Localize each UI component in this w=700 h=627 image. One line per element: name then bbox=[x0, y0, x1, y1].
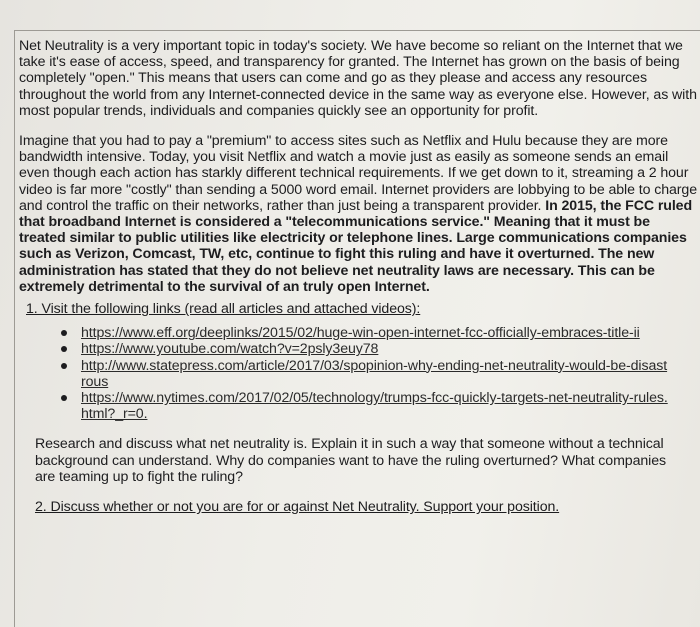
link-list bbox=[19, 325, 699, 422]
question-1: 1. Visit the following links (read all articles and attached videos): bbox=[26, 301, 421, 318]
link-item bbox=[61, 390, 671, 422]
link-item bbox=[61, 325, 671, 341]
link-item bbox=[61, 358, 671, 390]
statepress-link[interactable]: http://www.statepress.com/article/2017/03/spopinion-why-ending-net-neutrality-would-be-disastrous bbox=[81, 357, 668, 390]
intro-paragraph: Net Neutrality is a very important topic in today's society. We have become so reliant on the Internet that we take it's ease of access, speed, and transparency for granted. The Internet has grown on the basis of being completely "open." This means that users can come and go as they please and access any resources throughout the world from any Internet-connected device in the same way as everyone else. However, as with most popular trends, individuals and companies quickly see an opportunity for profit. bbox=[19, 38, 697, 119]
eff-link[interactable]: https://www.eff.org/deeplinks/2015/02/huge-win-open-internet-fcc-officially-embraces-title-ii bbox=[81, 325, 640, 342]
fcc-ruling-text: In 2015, the FCC ruled that broadband Internet is considered a "telecommunications service." Meaning that it must be treated similar to public utilities like electricity or telephone lines. Large communications companies such as Verizon, Comcast, TW, etc, continue to fight this ruling and have it overturned. The new administration has stated that they do not believe net neutrality laws are necessary. This can be extremely detrimental to the survival of an truly open Internet. bbox=[19, 197, 693, 295]
nytimes-link[interactable]: https://www.nytimes.com/2017/02/05/technology/trumps-fcc-quickly-targets-net-neutrality-rules.html?_r=0. bbox=[81, 390, 668, 423]
document-body bbox=[19, 38, 699, 515]
question-2: 2. Discuss whether or not you are for or against Net Neutrality. Support your position. bbox=[35, 499, 560, 516]
youtube-link[interactable]: https://www.youtube.com/watch?v=2psly3euy78 bbox=[81, 341, 379, 358]
second-paragraph bbox=[19, 133, 699, 295]
second-paragraph-text: Imagine that you had to pay a "premium" to access sites such as Netflix and Hulu because they are more bandwidth intensive. Today, you visit Netflix and watch a movie just as easily as someone sends an email even though each action has starkly different technical requirements. If we get down to it, streaming a 2 hour video is far more "costly" than sending a 5000 word email. Internet providers are lobbying to be able to charge and control the traffic on their networks, rather than just being a transparent provider. bbox=[19, 133, 697, 214]
research-prompt: Research and discuss what net neutrality is. Explain it in such a way that someone without a technical background can understand. Why do companies want to have the ruling overturned? What companies are teaming up to fight the ruling? bbox=[35, 436, 666, 485]
link-item bbox=[61, 341, 671, 357]
